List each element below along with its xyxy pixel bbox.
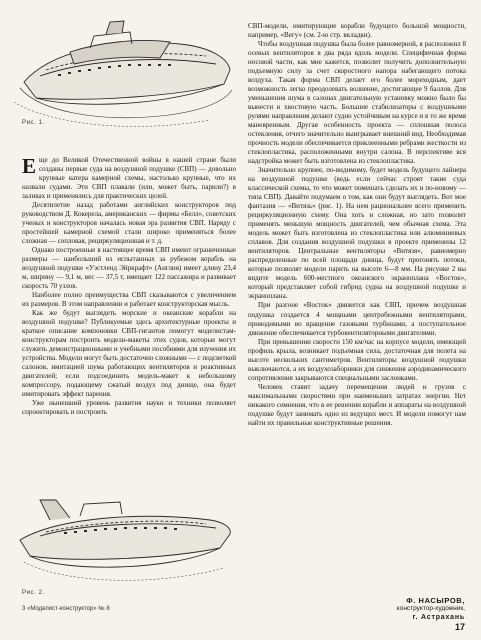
article-paragraph: Как же будут выглядеть морские и океанские корабли на воздушной подушке? Публикуемые здесь архитектурные проекты и краткое описание компоновки СВП-гигантов помогут моделистам-конструкторам построить модели-макеты этих судов, которые могут служить демонстрационными и учебными пособиями для изучения их устройства. Модели могут быть достаточно сложными — с подсветкой салонов, имитацией шума работающих вентиляторов и реактивных двигателей; если подсоединить модель-макет к небольшому компрессору, подающему сжатый воздух под днище, она будет имитировать эффект парения. [22,309,236,399]
article-paragraph: СВП-модели, имитирующие корабли будущего большой мощности, например, «Вегу» (см. 2-ю стр. вкладки). [248,22,466,40]
article-left-column [22,156,236,417]
author-role: конструктор-художник, [396,605,465,612]
article-paragraph: Десятилетие назад работами английских конструкторов под руководством Д. Кокерела, американских — фирмы «Белл», советских ученых и конструкторов началась новая эра развития СВП. Наряду с простейшей камерной схемой стали широко применяться более сложная — сопловая, рециркуляционная и т. д. [22,201,236,246]
paragraph-text: ще до Великой Отечественной войны в нашей стране были созданы первые суда на воздушной подушке (СВП) — довольно крупные катера камерной схемы, настолько крупные, что их назвали судами. Эти СВП плавали (или, может быть, парили?) в заливах и применялись для практических целей. [22,156,236,201]
author-signature [265,596,465,622]
article-paragraph: Наиболее полно преимущества СВП сказываются с увеличением их размеров. В этом направлении и работает конструкторская мысль. [22,291,236,309]
dropcap-letter: Е [22,154,37,178]
article-paragraph: Чтобы воздушная подушка была более равномерной, я расположил 8 осевых вентиляторов в два ряда вдоль модели. Специфичная форма носовой части, как мне кажется, позволит получить дополнительную подъемную силу за счет скоростного напора набегающего потока воздуха. Такая форма СВП делает его более мореходным, дает возможность легко преодолевать волнение, достигающее 9 баллов. Для уменьшения шума в салонах двигательную установку можно было бы вынести в хвостовую часть. Большие стабилизаторы с воздушными рулями направления делают судно устойчивым на курсе и в то же время маневренным. Другая особенность проекта — сплошная полоса остекления, отчего значительно выигрывает внешний вид. Необходимая прочность модели обеспечивается приклеенными ребрами жесткости из стеклопластика, расположенными внутри салона. В перспективе вся надстройка может быть изготовлена из стеклопластика. [248,40,466,166]
article-paragraph: Человек ставит задачу перемещения людей и грузов с максимальными скоростями при наименьших затратах энергии. Нет никакого сомнения, что в ее решении корабли и аппараты на воздушной подушке будут занимать одно из ведущих мест. И модели помогут нам найти их правильные конструктивные решения. [248,382,466,427]
author-city: г. Астрахань [412,614,465,621]
article-paragraph: Значительно крупнее, по-видимому, будет модель будущего лайнера на воздушной подушке (ведь если сейчас строят такие суда классической схемы, то что может помешать сделать их и по-новому — типа СВП). Давайте подумаем о том, как они будут выглядеть. Вот мое фантазия — «Витязь» (рис. 1). На нем рациональнее всего применить рециркуляционную схему. Она хоть и сложная, но зато позволит применять меньшую мощность двигателей, чем обычная схема. Эта модель может быть изготовлена из стеклопластика или алюминиевых сплавов. Для создания воздушной подушки в проекте применены 12 вентиляторов. Центральные вентиляторы «Витязя», равномерно распределенные по всей площади днища, будут прогонять потоки, которые позволят модели парить на высоте 6—8 мм. На рисунке 2 вы видите модель 600-местного океанского экраноплана «Восток», который представляет собой гибрид судна на воздушной подушке и экраноплана. [248,166,466,301]
figure-1-caption: Рис. 1. [22,120,45,126]
author-name: Ф. НАСЫРОВ, [406,596,465,605]
article-paragraph: Уже нынешний уровень развития науки и техники позволяет спроектировать и построить [22,399,236,417]
article-paragraph: При разгоне «Восток» движется как СВП, причем воздушная подушка создается 4 мощными центробежными вентиляторами, приводимыми во вращение газовыми турбинами, а поступательное движение обеспечивается турбовентиляторными двигателями. [248,301,466,337]
article-paragraph: Однако построенные в настоящее время СВП имеют ограниченные размеры — наибольший из испытанных за рубежом корабль на воздушной подушке «Уэстленд Эйркрафт» (Англия) имеет длину 23,4 м, ширину — 9,1 м, вес — 37,5 т, вмещает 122 пассажира и развивает скорость 70 узлов. [22,246,236,291]
figure-2-caption: Рис. 2. [22,590,45,596]
article-paragraph: При превышении скорости 150 км/час на корпусе модели, имеющей профиль крыла, возникает подъемная сила, достаточная для полета на высоте нескольких сантиметров. Вентиляторы воздушной подушки выключаются, а их воздухозаборники для снижения аэродинамического сопротивления закрываются специальными заслонками. [248,337,466,382]
page-number: 17 [454,622,465,632]
magazine-issue-label: 3 «Моделист-конструктор» № 8 [22,606,110,612]
article-paragraph [22,156,236,201]
article-right-column [248,22,466,428]
